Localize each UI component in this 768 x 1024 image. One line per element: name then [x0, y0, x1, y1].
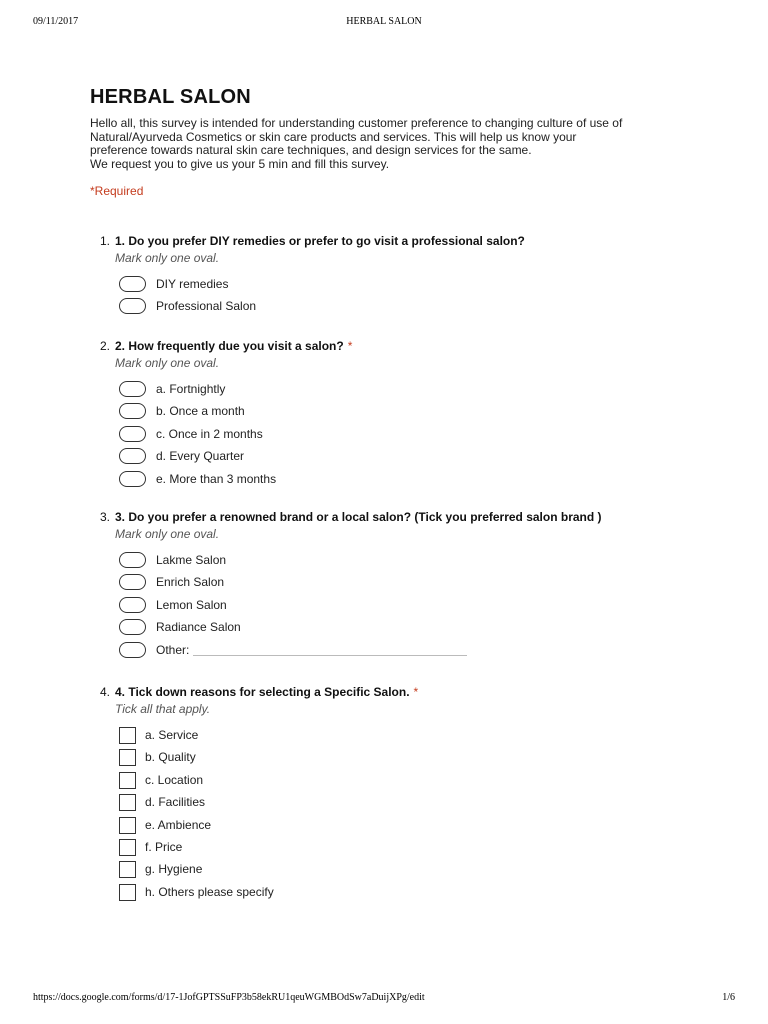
radio-oval[interactable]	[119, 381, 146, 397]
print-url: https://docs.google.com/forms/d/17-1JofGPTSSuFP3b58ekRU1qeuWGMBOdSw7aDuijXPg/edit	[33, 992, 425, 1003]
radio-option[interactable]	[100, 294, 700, 316]
question-number: 4.	[100, 685, 111, 699]
checkbox-option[interactable]	[100, 813, 700, 835]
checkbox[interactable]	[119, 884, 136, 901]
option-label: Lemon Salon	[156, 597, 227, 612]
question-hint: Mark only one oval.	[115, 527, 220, 541]
question-number: 3.	[100, 510, 111, 524]
option-label: a. Fortnightly	[156, 382, 226, 396]
question-heading	[100, 339, 700, 353]
question-4	[100, 685, 700, 902]
radio-group	[100, 377, 700, 489]
radio-oval[interactable]	[119, 642, 146, 658]
print-date: 09/11/2017	[33, 16, 79, 27]
checkbox-option[interactable]	[100, 790, 700, 812]
question-hint: Mark only one oval.	[115, 251, 220, 265]
checkbox-option[interactable]	[100, 880, 700, 902]
question-hint: Tick all that apply.	[115, 702, 211, 716]
option-label: Other:	[156, 642, 190, 657]
radio-option[interactable]	[100, 444, 700, 466]
question-2	[100, 339, 700, 489]
checkbox[interactable]	[119, 749, 136, 766]
print-title: HERBAL SALON	[346, 16, 422, 27]
radio-oval[interactable]	[119, 426, 146, 442]
radio-option[interactable]	[100, 548, 700, 570]
question-heading	[100, 510, 700, 524]
radio-oval[interactable]	[119, 276, 146, 292]
radio-option[interactable]	[100, 615, 700, 637]
checkbox-option[interactable]	[100, 745, 700, 767]
question-3	[100, 510, 700, 660]
question-number: 2.	[100, 339, 111, 353]
checkbox-option[interactable]	[100, 835, 700, 857]
option-label: d. Every Quarter	[156, 449, 245, 464]
radio-option[interactable]	[100, 399, 700, 421]
required-note: *Required	[90, 184, 144, 199]
option-label: Enrich Salon	[156, 575, 225, 590]
question-heading	[100, 685, 700, 699]
option-label: f. Price	[145, 839, 183, 854]
checkbox-group	[100, 723, 700, 902]
page-number: 1/6	[722, 992, 735, 1003]
required-asterisk: *	[413, 685, 419, 699]
question-text: 4. Tick down reasons for selecting a Specific Salon.	[115, 685, 410, 699]
option-label: DIY remedies	[156, 277, 229, 291]
checkbox[interactable]	[119, 839, 136, 856]
radio-option[interactable]	[100, 467, 700, 489]
radio-option-other[interactable]	[100, 638, 700, 660]
option-label: b. Once a month	[156, 404, 245, 419]
option-label: Professional Salon	[156, 299, 257, 314]
required-asterisk: *	[347, 339, 353, 353]
checkbox[interactable]	[119, 794, 136, 811]
option-label: c. Location	[145, 772, 204, 787]
checkbox-option[interactable]	[100, 768, 700, 790]
option-label: g. Hygiene	[145, 862, 203, 877]
other-text-field[interactable]	[193, 655, 467, 656]
form-description: Hello all, this survey is intended for understanding customer preference to changing culture of use of Natural/Ayurveda Cosmetics or skin care products and services. This will help us know your preference towards natural skin care techniques, and design services for the same. We request you to give us your 5 min and fill this survey.	[90, 116, 623, 171]
radio-oval[interactable]	[119, 298, 146, 314]
radio-option[interactable]	[100, 570, 700, 592]
checkbox-option[interactable]	[100, 723, 700, 745]
radio-option[interactable]	[100, 377, 700, 399]
checkbox[interactable]	[119, 727, 136, 744]
radio-option[interactable]	[100, 272, 700, 294]
checkbox[interactable]	[119, 772, 136, 789]
option-label: b. Quality	[145, 750, 196, 765]
checkbox[interactable]	[119, 817, 136, 834]
question-heading	[100, 234, 700, 248]
option-label: e. Ambience	[145, 817, 212, 832]
question-number: 1.	[100, 234, 111, 248]
form-title: HERBAL SALON	[90, 86, 251, 108]
option-label: c. Once in 2 months	[156, 426, 263, 441]
question-text: 1. Do you prefer DIY remedies or prefer to go visit a professional salon?	[115, 234, 525, 248]
radio-option[interactable]	[100, 422, 700, 444]
radio-oval[interactable]	[119, 448, 146, 464]
radio-option[interactable]	[100, 593, 700, 615]
question-1	[100, 234, 700, 317]
option-label: d. Facilities	[145, 795, 206, 810]
option-label: h. Others please specify	[145, 884, 274, 899]
radio-group	[100, 548, 700, 660]
option-label: e. More than 3 months	[156, 471, 277, 486]
checkbox-option[interactable]	[100, 857, 700, 879]
radio-oval[interactable]	[119, 471, 146, 487]
radio-oval[interactable]	[119, 403, 146, 419]
checkbox[interactable]	[119, 861, 136, 878]
radio-oval[interactable]	[119, 574, 146, 590]
radio-group	[100, 272, 700, 317]
question-text: 2. How frequently due you visit a salon?	[115, 339, 344, 353]
radio-oval[interactable]	[119, 552, 146, 568]
radio-oval[interactable]	[119, 597, 146, 613]
radio-oval[interactable]	[119, 619, 146, 635]
form-header	[90, 86, 690, 198]
option-label: a. Service	[145, 728, 199, 742]
option-label: Radiance Salon	[156, 620, 241, 635]
question-hint: Mark only one oval.	[115, 356, 220, 370]
question-text: 3. Do you prefer a renowned brand or a local salon? (Tick you preferred salon brand )	[115, 510, 602, 524]
option-label: Lakme Salon	[156, 553, 227, 567]
